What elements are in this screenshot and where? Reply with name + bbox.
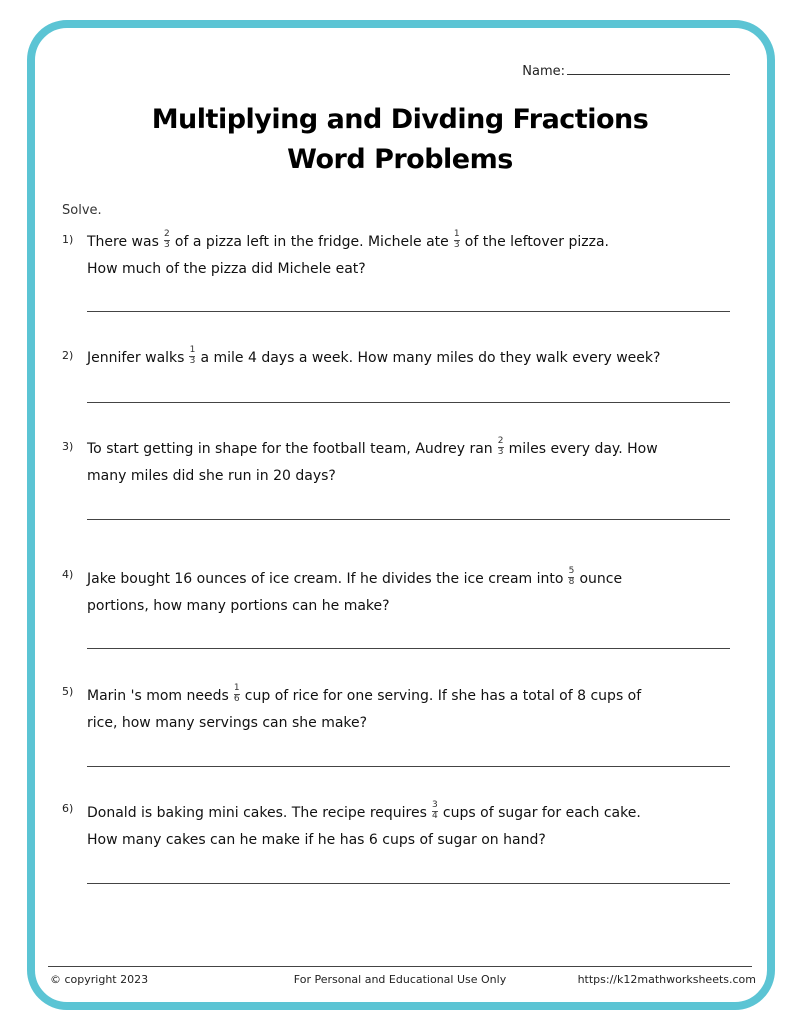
fraction bbox=[189, 346, 195, 366]
denominator: 3 bbox=[453, 240, 460, 250]
worksheet-title bbox=[0, 100, 800, 180]
answer-line[interactable] bbox=[87, 766, 730, 767]
footer-url-link[interactable]: https://k12mathworksheets.com bbox=[577, 973, 756, 986]
title-line-2: Word Problems bbox=[287, 144, 513, 175]
denominator: 3 bbox=[497, 447, 504, 457]
text-segment: Jake bought 16 ounces of ice cream. If he divides the ice cream into bbox=[87, 571, 564, 587]
footer-usage-note: For Personal and Educational Use Only bbox=[293, 973, 507, 986]
text-segment: There was bbox=[87, 234, 159, 250]
denominator: 3 bbox=[189, 356, 196, 366]
text-segment: Jennifer walks bbox=[87, 350, 185, 366]
footer-divider bbox=[48, 966, 752, 967]
answer-line[interactable] bbox=[87, 883, 730, 884]
text-segment: cup of rice for one serving. If she has a total of 8 cups of bbox=[244, 688, 642, 704]
problem-number: 4) bbox=[62, 568, 74, 581]
text-line-2: many miles did she run in 20 days? bbox=[87, 468, 336, 484]
problem-number: 5) bbox=[62, 685, 74, 698]
name-blank-line[interactable] bbox=[567, 62, 730, 75]
problem-number: 2) bbox=[62, 349, 74, 362]
title-line-1: Multiplying and Divding Fractions bbox=[151, 104, 649, 135]
answer-line[interactable] bbox=[87, 519, 730, 520]
fraction bbox=[498, 437, 504, 457]
text-segment: a mile 4 days a week. How many miles do they walk every week? bbox=[200, 350, 661, 366]
text-line-2: rice, how many servings can she make? bbox=[87, 715, 368, 731]
problem-number: 1) bbox=[62, 233, 74, 246]
problem-text bbox=[87, 683, 727, 737]
numerator: 1 bbox=[233, 683, 240, 693]
fraction bbox=[454, 230, 460, 250]
numerator: 5 bbox=[568, 566, 575, 576]
text-segment: ounce bbox=[579, 571, 623, 587]
numerator: 3 bbox=[432, 800, 438, 810]
footer-copyright: © copyright 2023 bbox=[50, 973, 149, 986]
numerator: 1 bbox=[189, 345, 196, 355]
denominator: 6 bbox=[233, 694, 240, 704]
denominator: 8 bbox=[568, 577, 575, 587]
text-segment: cups of sugar for each cake. bbox=[442, 805, 641, 821]
numerator: 2 bbox=[164, 229, 170, 239]
numerator: 2 bbox=[497, 436, 504, 446]
problem-text bbox=[87, 345, 727, 372]
text-line-2: portions, how many portions can he make? bbox=[87, 598, 390, 614]
answer-line[interactable] bbox=[87, 402, 730, 403]
problem-text bbox=[87, 566, 727, 620]
answer-line[interactable] bbox=[87, 648, 730, 649]
text-segment: of a pizza left in the fridge. Michele ate bbox=[174, 234, 449, 250]
problem-number: 3) bbox=[62, 440, 74, 453]
text-segment: Donald is baking mini cakes. The recipe requires bbox=[87, 805, 427, 821]
numerator: 1 bbox=[453, 229, 460, 239]
text-line-2: How many cakes can he make if he has 6 cups of sugar on hand? bbox=[87, 832, 546, 848]
instructions: Solve. bbox=[62, 203, 102, 218]
text-segment: of the leftover pizza. bbox=[464, 234, 609, 250]
problem-text bbox=[87, 436, 727, 490]
denominator: 3 bbox=[164, 240, 170, 250]
fraction bbox=[568, 567, 574, 587]
problem-number: 6) bbox=[62, 802, 74, 815]
name-label: Name: bbox=[522, 64, 565, 79]
problem-text bbox=[87, 229, 727, 283]
text-line-2: How much of the pizza did Michele eat? bbox=[87, 261, 366, 277]
fraction bbox=[432, 801, 438, 821]
name-field[interactable] bbox=[522, 62, 730, 79]
text-segment: To start getting in shape for the football team, Audrey ran bbox=[87, 441, 493, 457]
denominator: 4 bbox=[432, 811, 438, 821]
fraction bbox=[164, 230, 170, 250]
answer-line[interactable] bbox=[87, 311, 730, 312]
text-segment: miles every day. How bbox=[508, 441, 658, 457]
fraction bbox=[234, 684, 240, 704]
text-segment: Marin 's mom needs bbox=[87, 688, 229, 704]
problem-text bbox=[87, 800, 727, 854]
